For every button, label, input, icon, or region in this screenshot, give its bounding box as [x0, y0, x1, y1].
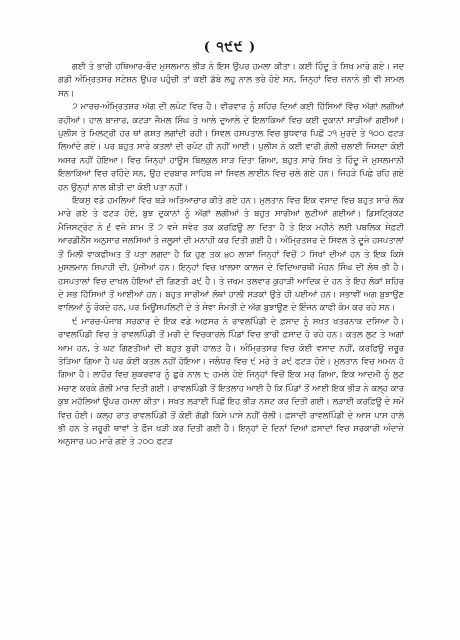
body-text: [58, 60, 404, 632]
paragraph: ਇਕਸੁ ਵਡੇ ਹਮਲਿਆਂ ਵਿਚ ਬੜੇ ਅਤਿਆਚਾਰ ਕੀਤੇ ਗਏ ਹਨ। ਮੁਲਤਾਨ ਵਿਚ ਇਕ ਵਸਾਦ ਵਿਚ ਬਹੁਤ ਸਾਰੇ ਲੋਕ ਮਾਰੇ ਗਏ ਤੇ ਫਟੜ ਹੋਏ, ਬੁਝ ਦੁਕਾਨਾਂ ਨੂੰ ਅੱਗਾਂ ਲਗੀਆਂ ਤੇ ਬਹੁਤ ਸਾਰੀਆਂ ਲੁਟੀਆਂ ਗਈਆਂ। ਡਿਸਟ੍ਰਿਕਟ ਮੈਜਿਸਟ੍ਰੇਟ ਨੇ ੬ ਵਜੇ ਸ਼ਾਮ ਤੋਂ ੭ ਵਜੇ ਸਵੇਰ ਤਕ ਕਰਫ਼ਿਊ ਲਾ ਦਿਤਾ ਹੈ ਤੇ ਇਕ ਮਹੀਨੇ ਲਈ ਪਬਲਿਕ ਸੇਫ਼ਟੀ ਆਰਡੀਨੈਂਸ ਅਨੁਸਾਰ ਜਲਸਿਆਂ ਤੇ ਜਲੂਸਾਂ ਦੀ ਮਨਾਹੀ ਕਰ ਦਿਤੀ ਗਈ ਹੈ। ਅੰਮ੍ਰਿਤਸਰ ਦੇ ਸਿਵਲ ਤੇ ਦੂਜੇ ਹਸਪਤਾਲਾਂ ਤੋਂ ਮਿਲੀ ਵਾਕਫੀਅਤ ਤੋਂ ਪਤਾ ਲਗਦਾ ਹੈ ਕਿ ਹੁਣ ਤਕ ੪੦ ਲਾਸ਼ਾਂ ਜਿਨ੍ਹਾਂ ਵਿਚੋਂ ੭ ਸਿਖਾਂ ਦੀਆਂ ਹਨ ਤੇ ਇਕ ਕਿਸੇ ਮੁਸਲਮਾਨ ਸਿਪਾਹੀ ਦੀ, ਪੁੱਜੀਆਂ ਹਨ। ਇਨ੍ਹਾਂ ਵਿਚ ਖਾਲਸਾ ਕਾਲਜ ਦੇ ਵਿਦਿਆਰਥੀ ਮੋਹਨ ਸਿੰਘ ਦੀ ਲੋਥ ਭੀ ਹੈ। ਹਸਪਤਾਲਾਂ ਵਿਚ ਦਾਖਲ ਹੋਇਆਂ ਦੀ ਗਿਣਤੀ ੩੯ ਹੈ। ਤੇ ਜ਼ਖਮ ਤਲਵਾਰ ਕੁਹਾੜੀ ਆਦਿਕ ਦੇ ਹਨ ਤੇ ਇਹ ਲੋਕਾਂ ਸ਼ਹਿਰ ਦੇ ਸਭ ਹਿੱਸਿਆਂ ਤੋਂ ਆਈਆਂ ਹਨ। ਬਹੁਤ ਸਾਰੀਆਂ ਲੋਥਾਂ ਹਾਲੀ ਸੜਕਾਂ ਉਤੇ ਹੀ ਪਈਆਂ ਹਨ। ਸਭਾਵੀਂ ਅਗ ਬੁਝਾਉਣ ਵਾਲਿਆਂ ਨੂੰ ਰੋਕਦੇ ਹਨ, ਪਰ ਮਿਊਂਸਪਲਿਟੀ ਦੇ ਤੇ ਸੇਵਾ ਸੰਮਤੀ ਦੇ ਅੱਗ ਬੁਝਾਊਣ ਦੇ ਇੰਜਨ ਕਾਫੀ ਕੰਮ ਕਰ ਰਹੇ ਸਨ।: [58, 195, 404, 313]
paragraph: ੯ ਮਾਰਚ-ਪੰਜਾਬ ਸਰਕਾਰ ਦੇ ਇਕ ਵਡੇ ਅਫ਼ਸਰ ਨੇ ਰਾਵਲਪਿੰਡੀ ਦੇ ਫ਼ਸਾਦ ਨੂੰ ਸਖ਼ਤ ਖਤਰਨਾਕ ਦਸਿਆ ਹੈ। ਰਾਵਲਪਿੰਡੀ ਵਿਚ ਤੇ ਰਾਵਲਪਿੰਡੀ ਤੋਂ ਮਰੀ ਦੇ ਵਿਚਕਾਰਲੇ ਪਿੰਡਾਂ ਵਿਚ ਭਾਰੀ ਫ਼ਸਾਦ ਹੋ ਰਹੇ ਹਨ। ਕਤਲ ਲੁਟ ਤੇ ਅਗਾਂ ਆਮ ਹਨ, ਤੇ ਘਟ ਗਿਣਤੀਆਂ ਦੀ ਬਹੁਤ ਬੁਰੀ ਹਾਲਤ ਹੈ। ਅੰਮ੍ਰਿਤਸਰ ਵਿਚ ਕੋਈ ਵਸਾਦ ਨਹੀਂ, ਕਰਫ਼ਿਊ ਜ਼ਰੂਰ ਤੋੜਿਆ ਗਿਆ ਹੈ ਪਰ ਕੋਈ ਕਤਲ ਨਹੀਂ ਹੋਇਆ। ਜਲੰਧਰ ਵਿਚ ੯ ਮਰੇ ਤੇ ੩੯ ਫਟੜ ਹੋਏ। ਮੁਲਤਾਨ ਵਿਚ ਅਮਨ ਹੋ ਗਿਆ ਹੈ। ਲਾਹੌਰ ਵਿਚ ਸ਼ੁਕਰਵਾਰ ਨੂੰ ਛੁਰੇ ਨਾਲ ੮ ਹਮਲੇ ਹੋਏ ਜਿਨ੍ਹਾਂ ਵਿਚੋਂ ਇਕ ਮਰ ਗਿਆ, ਇਕ ਆਦਮੀ ਨੂੰ ਲੁਟ ਮਚਾਣ ਕਰਕੇ ਗੋਲੀ ਮਾਰ ਦਿਤੀ ਗਈ। ਰਾਵਲਪਿੰਡੀ ਤੋਂ ਇਤਲਾਹ ਆਈ ਹੈ ਕਿ ਪਿੰਡਾਂ ਤੋਂ ਆਈ ਇਕ ਭੀੜ ਨੇ ਕਲ੍ਹ ਕਾਰ ਕੁਝ ਮਹੱਲਿਆਂ ਉਪਰ ਹਮਲਾ ਕੀਤਾ। ਸਖਤ ਲੜਾਈ ਪਿਛੋਂ ਇਹ ਭੀੜ ਨਸ਼ਟ ਕਰ ਦਿਤੀ ਗਈ। ਲੜਾਈ ਕਰਫ਼ਿਊ ਦੇ ਸਮੇਂ ਵਿਚ ਹੋਈ। ਕਲ੍ਹ ਰਾਤ ਰਾਵਲਪਿੰਡੀ ਤੋਂ ਕੋਈ ਗੱਡੀ ਕਿਸੇ ਪਾਸੇ ਨਹੀਂ ਚੱਲੀ। ਫ਼ਸਾਦੀ ਰਾਵਲਪਿੰਡੀ ਦੇ ਆਸ ਪਾਸ ਹਾਲੇ ਭੀ ਹਨ ਤੇ ਜਰੂਰੀ ਥਾਵਾਂ ਤੇ ਫੌਜ ਖੜੀ ਕਰ ਦਿਤੀ ਗਈ ਹੈ। ਇਨ੍ਹਾਂ ਦੋ ਦਿਨਾਂ ਦਿਆਂ ਫ਼ਸਾਦਾਂ ਵਿਚ ਸਰਕਾਰੀ ਅੰਦਾਜ਼ੇ ਅਨੁਸਾਰ ੫੦ ਮਾਰੇ ਗਏ ਤੇ ੨੦੦ ਫਟੜ: [58, 315, 404, 447]
paragraph: ਗਈ ਤੇ ਭਾਰੀ ਹਥਿਆਰ-ਬੰਦ ਮੁਸਲਮਾਨ ਭੀੜ ਨੇ ਇਸ ਉਪਰ ਹਮਲਾ ਕੀਤਾ। ਕਈ ਹਿੰਦੂ ਤੇ ਸਿਖ ਮਾਰੇ ਗਏ। ਜਦ ਗਡੀ ਅੰਮ੍ਰਿਤਸਰ ਸਟੇਸ਼ਨ ਉਪਰ ਪਹੁੰਚੀ ਤਾਂ ਕਈ ਡੱਬੇ ਲਹੂ ਨਾਲ ਭਰੇ ਹੋਏ ਸਨ, ਜਿਨ੍ਹਾਂ ਵਿਚ ਜ਼ਨਾਨੇ ਭੀ ਵੀ ਸ਼ਾਮਲ ਸਨ।: [58, 61, 404, 98]
paragraph: ੭ ਮਾਰਚ-ਅੰਮ੍ਰਿਤਸਰ ਅੱਗ ਦੀ ਲਪੇਟ ਵਿਚ ਹੈ। ਵੀਰਵਾਰ ਨੂੰ ਸ਼ਹਿਰ ਦਿਆਂ ਕਈ ਹਿੱਸਿਆਂ ਵਿੱਚ ਅੱਗਾਂ ਲਗੀਆਂ ਰਹੀਆਂ। ਹਾਲ ਬਾਜ਼ਾਰ, ਕਟੜਾ ਜੈਮਲ ਸਿੰਘ ਤੇ ਆਲੇ ਦੁਆਲੇ ਦੇ ਇਲਾਕਿਆਂ ਵਿਚ ਕਈ ਦੁਕਾਨਾਂ ਸਾੜੀਆਂ ਗਈਆਂ। ਪੁਲੀਸ ਤੇ ਮਿਲਟ੍ਰੀ ਹਰ ਥਾਂ ਗਸ਼ਤ ਲਗਾਂਦੀ ਰਹੀ। ਸਿਵਲ ਹਸਪਤਾਲ ਵਿਚ ਬੁਧਵਾਰ ਪਿਛੋਂ ੨੧ ਮੁਰਦੇ ਤੇ ੧੦੦ ਫਟੜ ਲਿਆਂਦੇ ਗਏ। ਪਰ ਬਹੁਤ ਸਾਰੇ ਕਤਲਾਂ ਦੀ ਰਪੋਟ ਹੀ ਨਹੀਂ ਆਈ। ਪੁਲੀਸ ਨੇ ਕਈ ਵਾਰੀ ਗੋਲੀ ਚਲਾਈ ਜਿਸਦਾ ਕੋਈ ਅਸਰ ਨਹੀਂ ਹੋਇਆ। ਵਿਚ ਜਿਨ੍ਹਾਂ ਹਾਊਸ ਬਿਲਕੁਲ ਸਾੜ ਦਿਤਾ ਗਿਆ, ਬਹੁਤ ਸਾਰੇ ਸਿਖ ਤੇ ਹਿੰਦੂ ਜੋ ਮੁਸਲਮਾਨੀ ਇਲਾਕਿਆਂ ਵਿਚ ਰਹਿੰਦੇ ਸਨ, ਉਹ ਦਰਬਾਰ ਸਾਹਿਬ ਜਾਂ ਸਿਵਲ ਲਾਈਨ ਵਿਚ ਚਲੇ ਗਏ ਹਨ। ਜਿਹੜੇ ਪਿਛੇ ਰਹਿ ਗਏ ਹਨ ਉਨ੍ਹਾਂ ਨਾਲ ਬੀਤੀ ਦਾ ਕੋਈ ਪਤਾ ਨਹੀਂ।: [58, 101, 404, 192]
page-number: ( ੧੯੯ ): [203, 40, 257, 55]
